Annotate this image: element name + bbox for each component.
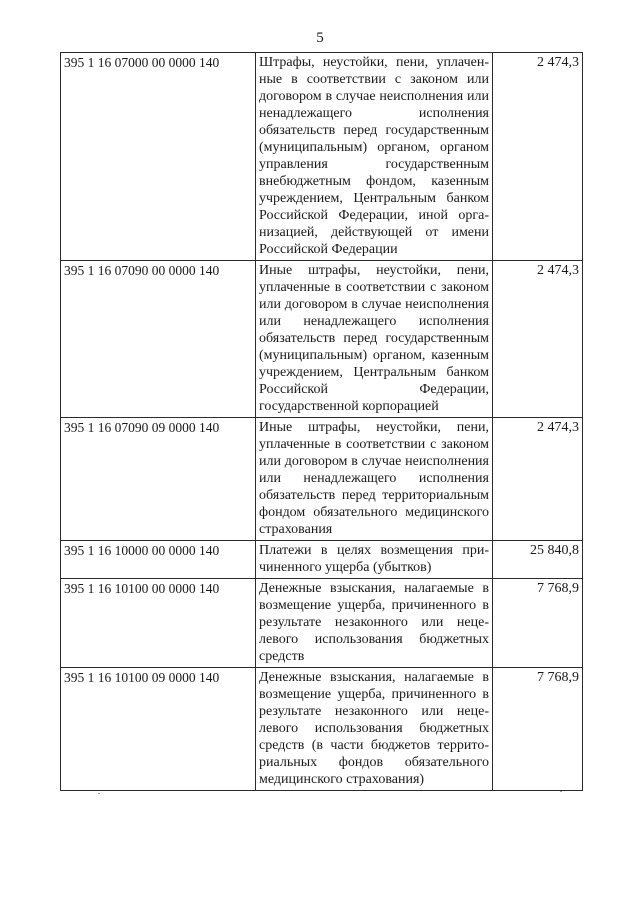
revenue-name-cell: Штрафы, неустойки, пени, уплаченные в соответствии с законом или договором в случае неисполнения или ненадлежащего исполнения обязательств перед государственным (муниципальным) органом, органом управления государственным внебюджетным фондом, казенным учреждением, Центральным банком Российской Федерации, иной организацией, действующей от имени Российской Федерации — [256, 53, 493, 261]
scan-speck — [560, 791, 562, 792]
scan-speck — [98, 793, 100, 794]
amount-cell: 2 474,3 — [493, 261, 583, 418]
table-row — [61, 261, 583, 418]
table-row — [61, 53, 583, 261]
table-row — [61, 579, 583, 668]
amount-cell: 25 840,8 — [493, 541, 583, 579]
revenue-name-cell: Иные штрафы, неустойки, пени, уплаченные в соответствии с законом или договором в случае неисполнения или ненадлежащего исполнения обязательств перед территориальным фондом обязательного медицинского страхования — [256, 418, 493, 541]
revenue-name-cell: Иные штрафы, неустойки, пени, уплаченные в соответствии с законом или договором в случае неисполнения или ненадлежащего исполнения обязательств перед государственным (муниципальным) органом, казенным учреждением, Центральным банком Российской Федерации, государственной корпорацией — [256, 261, 493, 418]
budget-revenue-table — [60, 52, 583, 791]
budget-code-cell: 395 1 16 07000 00 0000 140 — [61, 53, 256, 261]
amount-cell: 2 474,3 — [493, 53, 583, 261]
page-number: 5 — [316, 30, 324, 46]
table-row — [61, 668, 583, 791]
revenue-name-cell: Денежные взыскания, налагаемые в возмещение ущерба, причиненного в результате незаконного или нецелевого использования бюджетных средств — [256, 579, 493, 668]
revenue-name-cell: Платежи в целях возмещения причиненного ущерба (убытков) — [256, 541, 493, 579]
table-row — [61, 541, 583, 579]
amount-cell: 7 768,9 — [493, 668, 583, 791]
amount-cell: 7 768,9 — [493, 579, 583, 668]
budget-code-cell: 395 1 16 10000 00 0000 140 — [61, 541, 256, 579]
budget-code-cell: 395 1 16 07090 09 0000 140 — [61, 418, 256, 541]
revenue-name-cell: Денежные взыскания, налагаемые в возмещение ущерба, причиненного в результате незаконного или нецелевого использования бюджетных средств (в части бюджетов территориальных фондов обязательного медицинского страхования) — [256, 668, 493, 791]
budget-code-cell: 395 1 16 07090 00 0000 140 — [61, 261, 256, 418]
table-row — [61, 418, 583, 541]
amount-cell: 2 474,3 — [493, 418, 583, 541]
budget-code-cell: 395 1 16 10100 09 0000 140 — [61, 668, 256, 791]
budget-code-cell: 395 1 16 10100 00 0000 140 — [61, 579, 256, 668]
